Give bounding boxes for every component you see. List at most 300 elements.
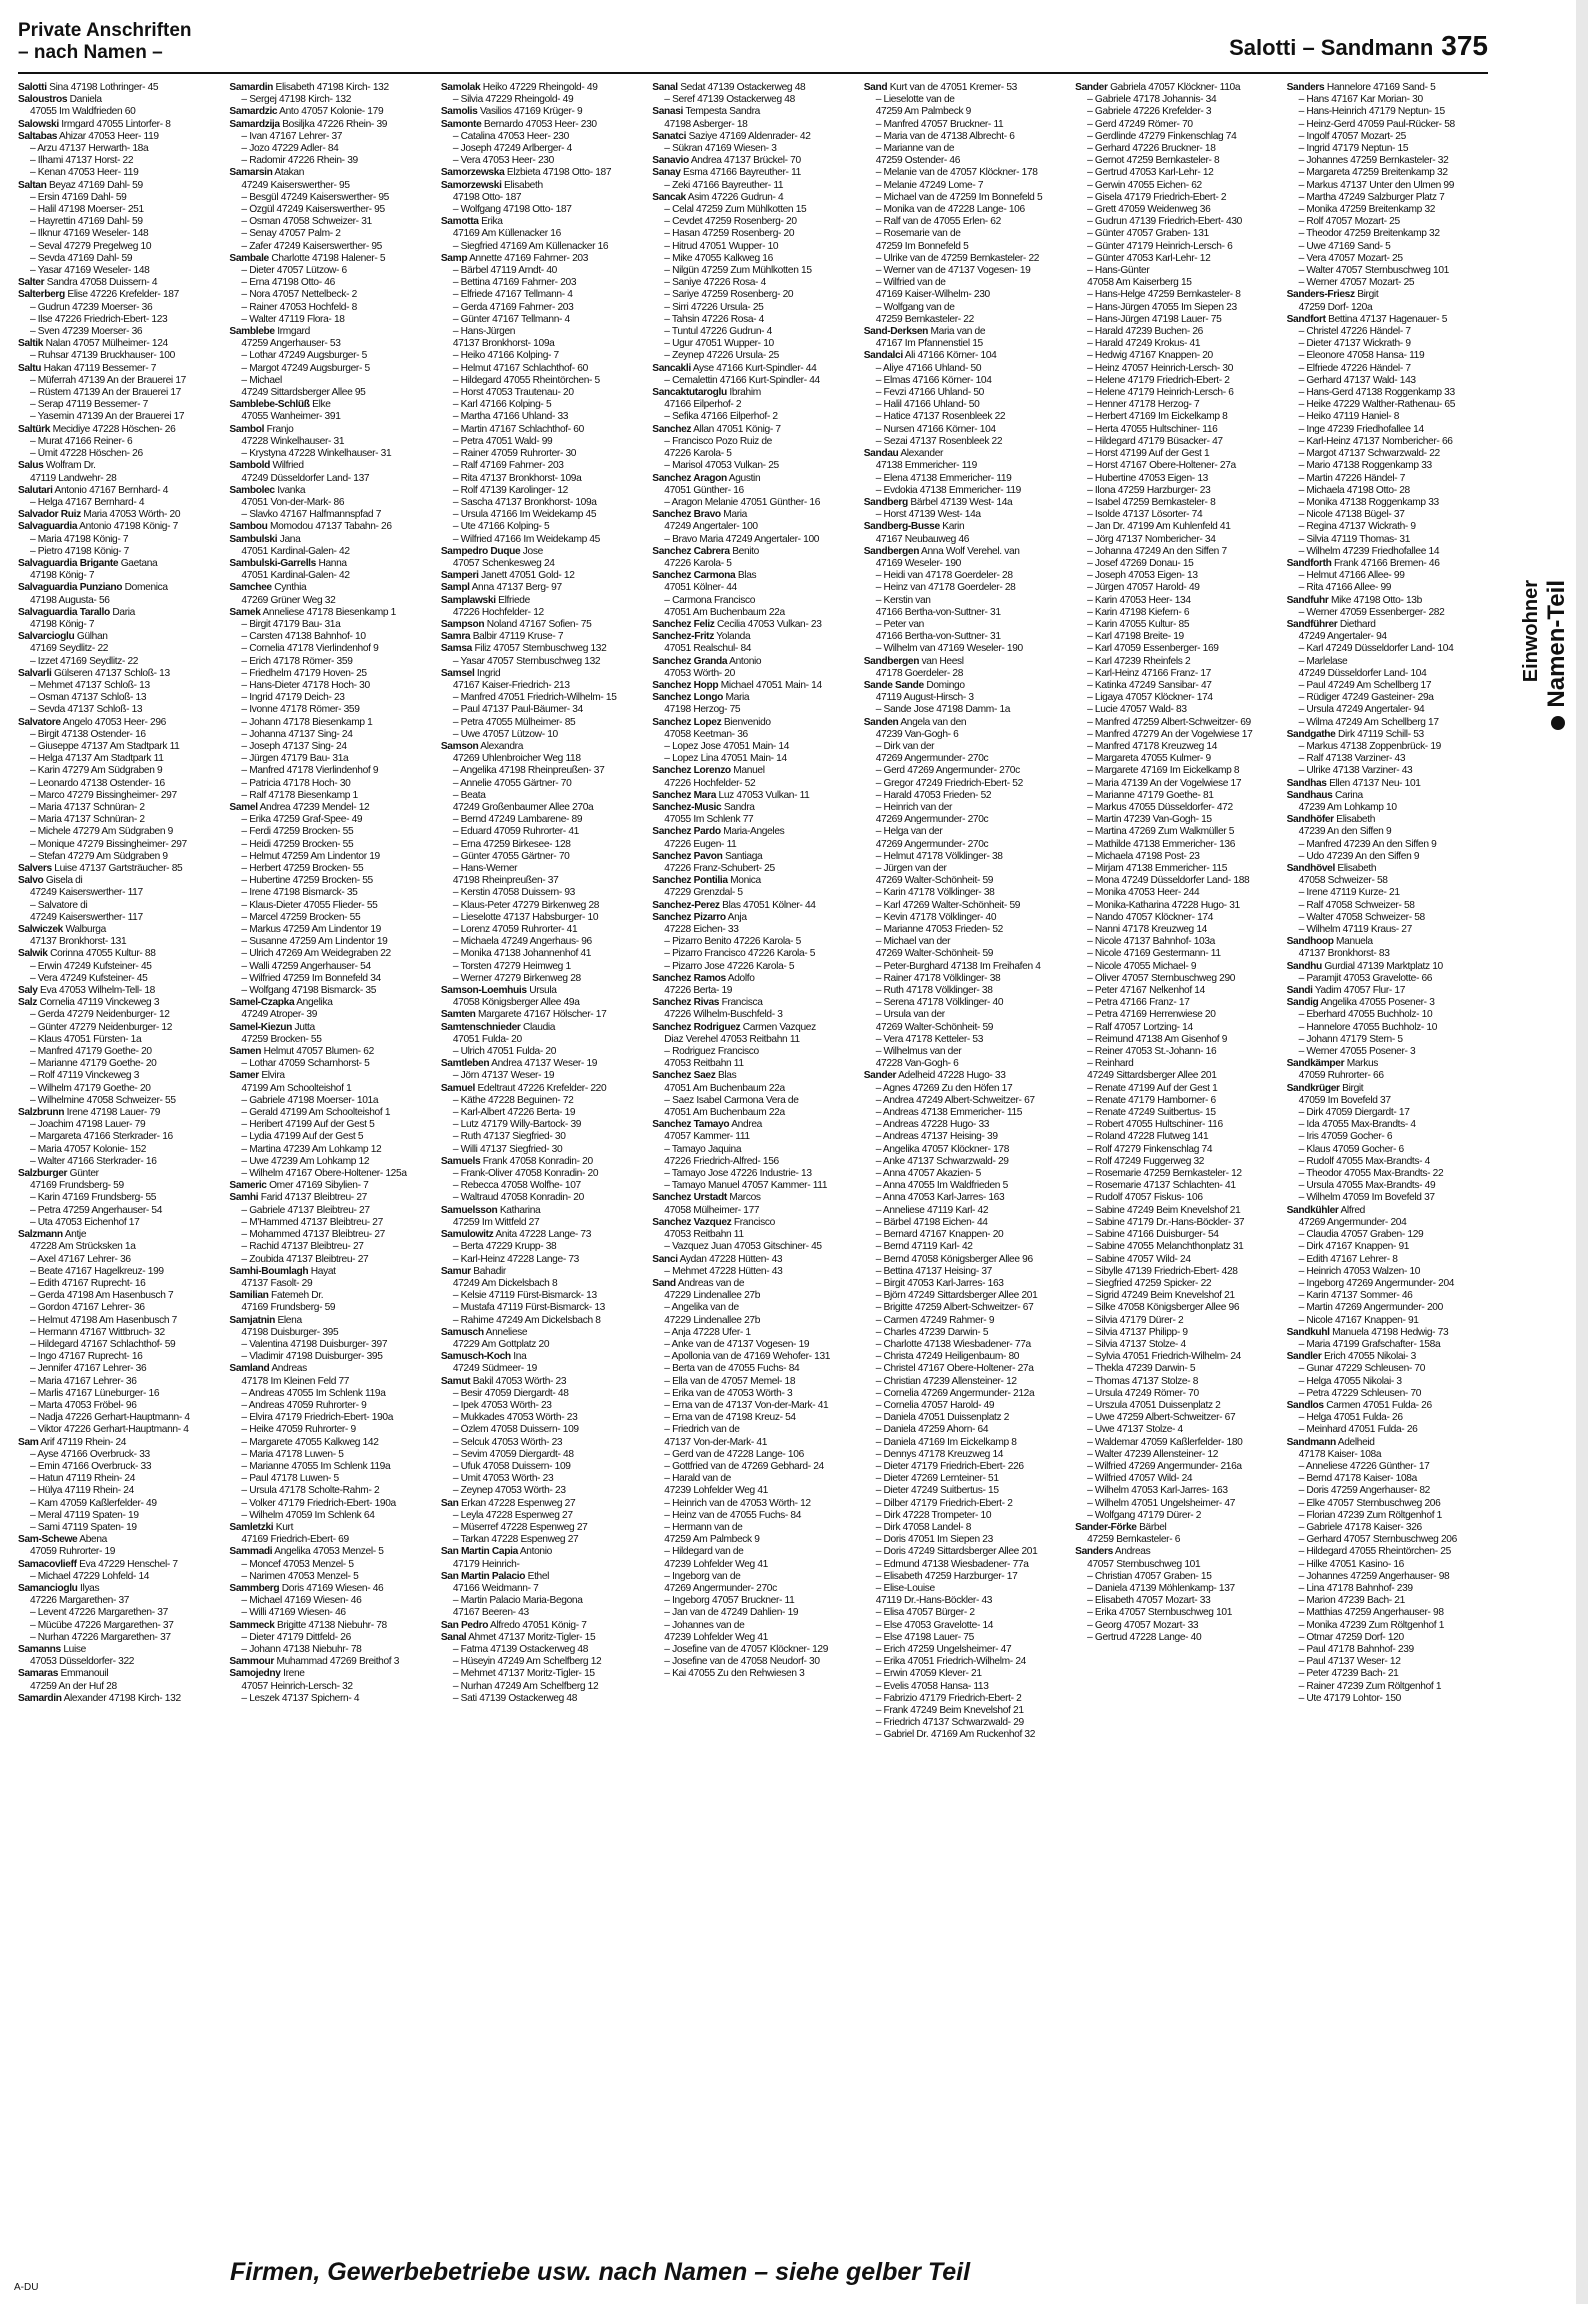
listing-entry: [18, 1534, 219, 1546]
entry-surname: Sanden: [863, 716, 899, 728]
entry-details: – Gerd 47249 Römer- 70: [1087, 118, 1193, 130]
listing-entry: [1287, 509, 1488, 521]
listing-entry: [441, 167, 642, 179]
listing-entry: [1075, 1290, 1276, 1302]
listing-entry: [652, 668, 853, 680]
listing-entry: [652, 1144, 853, 1156]
listing-entry: [1075, 265, 1276, 277]
entry-surname: Sampson: [440, 618, 485, 630]
entry-details: Aydan 47228 Hütten- 43: [679, 1253, 783, 1265]
entry-details: – Heidi van 47178 Goerdeler- 28: [875, 570, 1013, 582]
entry-details: – Serap 47119 Bessemer- 7: [30, 399, 148, 411]
entry-details: – Pizarro Jose 47226 Karola- 5: [664, 960, 795, 972]
listing-entry: [441, 411, 642, 423]
listing-entry: [864, 1437, 1065, 1449]
entry-details: – Lieselotte 47137 Habsburger- 10: [452, 911, 599, 923]
entry-surname: Samsel: [440, 667, 475, 679]
listing-entry: [864, 1644, 1065, 1656]
listing-entry: [229, 143, 430, 155]
entry-surname: Sancakli: [652, 362, 691, 374]
listing-entry: [652, 558, 853, 570]
listing-entry: [652, 1461, 853, 1473]
listing-entry: [18, 424, 219, 436]
listing-entry: [652, 887, 853, 899]
listing-entry: [18, 167, 219, 179]
listing-entry: [18, 436, 219, 448]
entry-details: – Susanne 47259 Am Lindentor 19: [241, 936, 388, 948]
entry-details: – Hubertine 47053 Eigen- 13: [1087, 472, 1208, 484]
listing-entry: [18, 1376, 219, 1388]
listing-entry: [441, 338, 642, 350]
listing-entry: [441, 1559, 642, 1571]
listing-entry: [652, 1119, 853, 1131]
listing-entry: [1075, 875, 1276, 887]
entry-details: Sandra 47058 Duissern- 4: [46, 277, 158, 289]
listing-entry: [864, 1144, 1065, 1156]
listing-entry: [864, 961, 1065, 973]
entry-details: Mike 47198 Otto- 13b: [1330, 594, 1422, 606]
entry-details: Angelo 47053 Heer- 296: [62, 716, 166, 728]
listing-entry: [1287, 814, 1488, 826]
listing-entry: [864, 1559, 1065, 1571]
entry-details: – Frank 47249 Beim Knevelshof 21: [875, 1705, 1024, 1717]
listing-entry: [652, 497, 853, 509]
listing-entry: [229, 1070, 430, 1082]
listing-entry: [229, 961, 430, 973]
entry-details: Yolanda: [716, 631, 751, 643]
entry-details: 47053 Düsseldorfer- 322: [30, 1656, 135, 1668]
entry-details: Markus: [1346, 1058, 1379, 1070]
entry-details: – Hermann 47167 Wittbruch- 32: [30, 1326, 165, 1338]
listing-entry: [1075, 1217, 1276, 1229]
entry-details: – Ralf 47058 Schweizer- 58: [1298, 899, 1415, 911]
entry-surname: Samland: [229, 1363, 270, 1375]
entry-details: Luz 47053 Vulkan- 11: [718, 789, 810, 801]
listing-entry: [229, 656, 430, 668]
entry-details: – Uta 47053 Eichenhof 17: [30, 1216, 140, 1228]
listing-entry: [864, 802, 1065, 814]
entry-surname: Sandkühler: [1286, 1204, 1339, 1216]
entry-surname: Sanders: [1286, 82, 1325, 93]
listing-entry: [1287, 1046, 1488, 1058]
entry-details: – Günter 47179 Heinrich-Lersch- 6: [1087, 240, 1233, 252]
entry-details: – Giuseppe 47137 Am Stadtpark 11: [30, 740, 180, 752]
listing-entry: [441, 1510, 642, 1522]
listing-entry: [652, 204, 853, 216]
listing-entry: [441, 668, 642, 680]
entry-details: – Berta van de 47055 Fuchs- 84: [664, 1363, 800, 1375]
entry-surname: Sanchez Ramos: [652, 972, 726, 984]
entry-details: – Maria 47199 Grafschafter- 158a: [1298, 1338, 1441, 1350]
entry-surname: Samson-Loemhuis: [440, 985, 527, 997]
entry-details: Brigitte 47138 Niebuhr- 78: [277, 1619, 387, 1631]
listing-entry: [1287, 1351, 1488, 1363]
entry-details: – Ralf 47178 Biesenkamp 1: [241, 789, 358, 801]
entry-surname: Sandler: [1286, 1351, 1322, 1363]
listing-entry: [229, 241, 430, 253]
listing-entry: [1075, 1620, 1276, 1632]
entry-details: – Michael van der: [875, 936, 951, 948]
listing-entry: [18, 302, 219, 314]
listing-entry: [1075, 228, 1276, 240]
listing-entry: [18, 216, 219, 228]
entry-details: Andreas van de: [677, 1277, 745, 1289]
entry-details: – Martin 47269 Angermunder- 200: [1298, 1302, 1443, 1314]
entry-surname: Sander: [863, 1070, 897, 1082]
entry-details: – Stefan 47279 Am Südgraben 9: [30, 850, 168, 862]
listing-entry: [229, 1144, 430, 1156]
entry-details: – Hans-Heinrich 47179 Neptun- 15: [1298, 106, 1445, 118]
listing-entry: [864, 485, 1065, 497]
listing-entry: [652, 1498, 853, 1510]
entry-details: Blas: [737, 570, 757, 582]
listing-entry: [229, 1058, 430, 1070]
entry-details: – Gudrun 47239 Moerser- 36: [30, 301, 153, 313]
entry-details: – Udo 47239 An den Siffen 9: [1298, 850, 1420, 862]
listing-entry: [1287, 900, 1488, 912]
listing-entry: [652, 985, 853, 997]
listing-entry: [18, 741, 219, 753]
listing-entry: [1075, 1388, 1276, 1400]
listing-entry: [18, 912, 219, 924]
listing-entry: [18, 826, 219, 838]
entry-details: Frank 47166 Bremen- 46: [1334, 557, 1440, 569]
listing-entry: [1287, 1315, 1488, 1327]
entry-details: Alfredo 47051 König- 7: [490, 1619, 587, 1631]
entry-details: 47229 Lindenallee 27b: [664, 1290, 761, 1302]
listing-entry: [441, 1192, 642, 1204]
entry-surname: Samolis: [440, 106, 478, 118]
entry-details: – Melanie 47249 Lome- 7: [875, 179, 984, 191]
listing-entry: [1075, 900, 1276, 912]
entry-details: 47138 Emmericher- 119: [875, 460, 977, 472]
entry-details: Anja: [727, 911, 747, 923]
listing-entry: [864, 1131, 1065, 1143]
entry-surname: Samarsin: [229, 167, 273, 179]
entry-details: – Mehmet 47137 Schloß- 13: [30, 679, 150, 691]
listing-entry: [1075, 424, 1276, 436]
listing-entry: [229, 363, 430, 375]
entry-details: Bernardo 47053 Heer- 230: [483, 118, 597, 130]
entry-details: – Ivan 47167 Lehrer- 37: [241, 130, 343, 142]
entry-details: – Ayse 47166 Overbruck- 33: [30, 1448, 150, 1460]
entry-details: – Monika 47138 Johannenhof 41: [452, 948, 592, 960]
listing-entry: [652, 826, 853, 838]
listing-entry: [229, 582, 430, 594]
listing-entry: [652, 1473, 853, 1485]
listing-entry: [229, 1278, 430, 1290]
listing-entry: [1075, 948, 1276, 960]
listing-entry: [864, 753, 1065, 765]
listing-entry: [1287, 741, 1488, 753]
listing-entry: [1287, 1546, 1488, 1558]
entry-details: – Silvia 47229 Rheingold- 49: [452, 94, 574, 106]
listing-entry: [441, 1070, 642, 1082]
page-header: [1229, 30, 1488, 62]
entry-details: – Helene 47179 Friedrich-Ebert- 2: [1087, 374, 1230, 386]
entry-details: Doris 47169 Wiesen- 46: [281, 1582, 384, 1594]
listing-entry: [441, 387, 642, 399]
entry-details: – Carsten 47138 Bahnhof- 10: [241, 631, 366, 643]
entry-details: Anneliese 47178 Biesenkamp 1: [262, 606, 396, 618]
entry-details: 47198 König- 7: [30, 618, 95, 630]
entry-details: – Sabine 47249 Beim Knevelshof 21: [1087, 1204, 1241, 1216]
entry-details: – Monika 47239 Zum Röltgenhof 1: [1298, 1619, 1445, 1631]
entry-details: 47198 Otto- 187: [452, 191, 522, 203]
listing-entry: [18, 1632, 219, 1644]
entry-details: – Helmut 47198 Am Hasenbusch 7: [30, 1314, 177, 1326]
entry-surname: Samhi-Boumlagh: [229, 1265, 309, 1277]
listing-entry: [441, 1424, 642, 1436]
listing-entry: [652, 741, 853, 753]
entry-details: – Joseph 47053 Eigen- 13: [1087, 570, 1198, 582]
listing-entry: [18, 143, 219, 155]
listing-entry: [652, 1229, 853, 1241]
entry-surname: Sanders: [1075, 1546, 1113, 1558]
listing-entry: [441, 887, 642, 899]
entry-details: – Dieter 47057 Lützow- 6: [241, 265, 347, 277]
entry-details: – Angelika van de: [664, 1302, 739, 1314]
listing-entry: [864, 1449, 1065, 1461]
listing-entry: [18, 570, 219, 582]
entry-details: – Waldemar 47059 Kaßlerfelder- 180: [1087, 1436, 1243, 1448]
listing-entry: [864, 1034, 1065, 1046]
entry-details: Saziye 47169 Aldenrader- 42: [688, 130, 811, 142]
entry-surname: Samorzewski: [440, 179, 502, 191]
entry-details: – Walter 47166 Sterkrader- 16: [30, 1155, 157, 1167]
entry-details: – Evdokia 47138 Emmericher- 119: [875, 484, 1021, 496]
listing-entry: [1075, 180, 1276, 192]
listing-entry: [1075, 1156, 1276, 1168]
entry-details: – Tamayo Jose 47226 Industrie- 13: [664, 1168, 812, 1180]
entry-details: 47226 Hochfelder- 52: [664, 777, 756, 789]
entry-details: Maria-Angeles: [723, 826, 785, 838]
listing-entry: [18, 1009, 219, 1021]
entry-details: 47137 Bronkhorst- 83: [1298, 948, 1390, 960]
listing-entry: [229, 1668, 430, 1680]
listing-entry: [864, 473, 1065, 485]
entry-details: Adelheid 47228 Hugo- 33: [898, 1070, 1006, 1082]
listing-entry: [441, 1009, 642, 1021]
entry-details: – Manfred 47051 Friedrich-Wilhelm- 15: [452, 692, 617, 704]
listing-entry: [1075, 253, 1276, 265]
entry-details: – Siegfried 47259 Spicker- 22: [1087, 1277, 1212, 1289]
listing-entry: [229, 1522, 430, 1534]
entry-details: – Michael 47169 Wiesen- 46: [241, 1595, 362, 1607]
entry-details: Francisca: [721, 997, 763, 1009]
entry-details: – Rolf 47057 Mozart- 25: [1298, 216, 1400, 228]
entry-surname: Salzburger: [18, 1168, 68, 1180]
entry-surname: Sambol: [229, 423, 265, 435]
entry-details: – Gudrun 47139 Friedrich-Ebert- 430: [1087, 216, 1242, 228]
entry-details: – Horst 47139 West- 14a: [875, 509, 981, 521]
entry-details: – Rachid 47137 Bleibtreu- 27: [241, 1241, 364, 1253]
entry-details: Elise 47226 Krefelder- 187: [67, 289, 179, 301]
listing-entry: [229, 997, 430, 1009]
entry-details: – Wilhelmine 47058 Schweizer- 55: [30, 1094, 176, 1106]
entry-details: Wilfried: [272, 460, 304, 472]
listing-entry: [1287, 1485, 1488, 1497]
entry-surname: Sand: [863, 82, 888, 93]
listing-entry: [18, 1131, 219, 1143]
listing-entry: [441, 985, 642, 997]
entry-details: – Karl-Heinz 47137 Nombericher- 66: [1298, 435, 1453, 447]
listing-entry: [1287, 411, 1488, 423]
entry-details: – Johanna 47249 An den Siffen 7: [1087, 545, 1227, 557]
listing-entry: [864, 887, 1065, 899]
listing-entry: [1287, 1388, 1488, 1400]
entry-surname: Samtenschnieder: [440, 1021, 521, 1033]
listing-entry: [441, 521, 642, 533]
listing-entry: [652, 717, 853, 729]
entry-details: Andreas: [1114, 1546, 1151, 1558]
listing-entry: [864, 497, 1065, 509]
listing-entry: [652, 424, 853, 436]
listing-entry: [652, 1559, 853, 1571]
listing-entry: [229, 1254, 430, 1266]
entry-details: – Willi 47137 Siegfried- 30: [452, 1143, 563, 1155]
listing-entry: [1287, 1241, 1488, 1253]
entry-details: – Birgit 47179 Bau- 31a: [241, 618, 341, 630]
listing-entry: [652, 631, 853, 643]
entry-details: – Jennifer 47167 Lehrer- 36: [30, 1363, 147, 1375]
listing-entry: [652, 1327, 853, 1339]
listing-entry: [18, 802, 219, 814]
listing-entry: [441, 192, 642, 204]
entry-details: – Gordon 47167 Lehrer- 36: [30, 1302, 145, 1314]
listing-entry: [652, 851, 853, 863]
listing-entry: [229, 802, 430, 814]
listing-entry: [229, 1241, 430, 1253]
listing-entry: [229, 1632, 430, 1644]
listing-entry: [864, 765, 1065, 777]
entry-details: – Charles 47239 Darwin- 5: [875, 1326, 989, 1338]
entry-details: – Müserref 47228 Espenweg 27: [452, 1521, 588, 1533]
entry-details: Andrea 47137 Brückel- 70: [690, 155, 801, 167]
listing-entry: [441, 1461, 642, 1473]
entry-details: – Birgit 47138 Ostender- 16: [30, 728, 146, 740]
entry-details: 47169 Frundsberg- 59: [30, 1180, 124, 1192]
entry-details: 47259 Im Wittfeld 27: [452, 1216, 540, 1228]
entry-details: – Herbert 47169 Im Eickelkamp 8: [1087, 411, 1228, 423]
entry-details: – Lucie 47057 Wald- 83: [1087, 704, 1187, 716]
listing-entry: [229, 1510, 430, 1522]
listing-entry: [18, 1498, 219, 1510]
entry-surname: Samten: [440, 1009, 476, 1021]
entry-details: – Zeki 47166 Bayreuther- 11: [664, 179, 784, 191]
listing-entry: [441, 497, 642, 509]
listing-entry: [652, 1339, 853, 1351]
entry-details: 47167 Kaiser-Friedrich- 213: [452, 679, 570, 691]
listing-entry: [1287, 839, 1488, 851]
listing-entry: [441, 1058, 642, 1070]
listing-entry: [229, 1449, 430, 1461]
entry-details: – Karin 47198 Kiefern- 6: [1087, 606, 1190, 618]
listing-entry: [864, 851, 1065, 863]
entry-details: – Doris 47259 Angerhauser- 82: [1298, 1485, 1430, 1497]
listing-entry: [652, 1192, 853, 1204]
entry-surname: Salvarli: [18, 667, 52, 679]
listing-entry: [1287, 643, 1488, 655]
listing-entry: [441, 485, 642, 497]
listing-entry: [652, 729, 853, 741]
entry-surname: Salzmann: [18, 1229, 63, 1241]
entry-details: – Wilfried 47269 Angermunder- 216a: [1087, 1460, 1242, 1472]
entry-details: – Sabine 47055 Melanchthonplatz 31: [1087, 1241, 1244, 1253]
listing-entry: [864, 265, 1065, 277]
listing-entry: [441, 119, 642, 131]
listing-entry: [441, 363, 642, 375]
entry-surname: Samusch-Koch: [440, 1351, 511, 1363]
listing-entry: [1287, 1363, 1488, 1375]
entry-details: – Maria 47198 König- 7: [30, 533, 129, 545]
entry-details: 47259 An der Huf 28: [30, 1680, 117, 1692]
entry-details: – Helene 47179 Heinrich-Lersch- 6: [1087, 387, 1234, 399]
entry-surname: Salvers: [18, 863, 52, 874]
entry-surname: Sandbergen: [863, 655, 920, 667]
entry-details: – Martina 47269 Zum Walkmüller 5: [1087, 826, 1235, 838]
entry-details: 47259 Ostender- 46: [875, 155, 961, 167]
entry-surname: Sanchez-Perez: [652, 899, 720, 911]
listing-entry: [441, 729, 642, 741]
listing-entry: [1287, 1254, 1488, 1266]
entry-details: – Nadja 47226 Gerhart-Hauptmann- 4: [30, 1412, 190, 1424]
listing-entry: [1075, 375, 1276, 387]
listing-entry: [441, 82, 642, 94]
listing-entry: [1075, 241, 1276, 253]
listing-entry: [18, 1571, 219, 1583]
listing-entry: [441, 375, 642, 387]
entry-details: Jana: [279, 533, 301, 545]
listing-entry: [864, 509, 1065, 521]
entry-details: – Paramjit 47053 Gravelotte- 66: [1298, 972, 1433, 984]
listing-entry: [229, 887, 430, 899]
entry-details: Omer 47169 Sibylien- 7: [269, 1180, 369, 1192]
entry-details: Ina: [513, 1351, 527, 1363]
entry-details: Erkan 47228 Espenweg 27: [460, 1497, 576, 1509]
listing-entry: [441, 473, 642, 485]
listing-entry: [441, 265, 642, 277]
entry-details: – Rebecca 47058 Wolfhe- 107: [452, 1180, 581, 1192]
entry-details: – Theodor 47259 Breitenkamp 32: [1298, 228, 1440, 240]
listing-entry: [1075, 997, 1276, 1009]
entry-details: 47239 Lohfelder Weg 41: [664, 1558, 768, 1570]
entry-details: – Uwe 47057 Lützow- 10: [452, 728, 558, 740]
entry-details: – Thomas 47137 Stolze- 8: [1087, 1375, 1199, 1387]
entry-surname: Sancak: [652, 191, 686, 203]
listing-entry: [229, 607, 430, 619]
entry-details: – Rahime 47249 Am Dickelsbach 8: [452, 1314, 601, 1326]
entry-details: – Pizarro Francisco 47226 Karola- 5: [664, 948, 816, 960]
entry-details: Antonio: [519, 1546, 552, 1558]
entry-surname: Salus: [18, 460, 44, 472]
page-number: 375: [1441, 30, 1488, 61]
listing-entry: [864, 1363, 1065, 1375]
entry-details: Momodou 47137 Tabahn- 26: [270, 521, 392, 533]
entry-details: 47169 Frundsberg- 59: [241, 1302, 336, 1314]
listing-entry: [229, 1681, 430, 1693]
entry-details: – Bernd 47119 Karl- 42: [875, 1241, 973, 1253]
entry-details: – Lothar 47059 Scharnhorst- 5: [241, 1058, 370, 1070]
listing-entry: [18, 1046, 219, 1058]
entry-surname: Sambulski: [229, 533, 278, 545]
listing-entry: [441, 94, 642, 106]
entry-details: – Heidi 47259 Brocken- 55: [241, 838, 354, 850]
listing-entry: [652, 399, 853, 411]
listing-entry: [441, 1107, 642, 1119]
listing-entry: [441, 1180, 642, 1192]
entry-details: – Narimen 47053 Menzel- 5: [241, 1570, 359, 1582]
